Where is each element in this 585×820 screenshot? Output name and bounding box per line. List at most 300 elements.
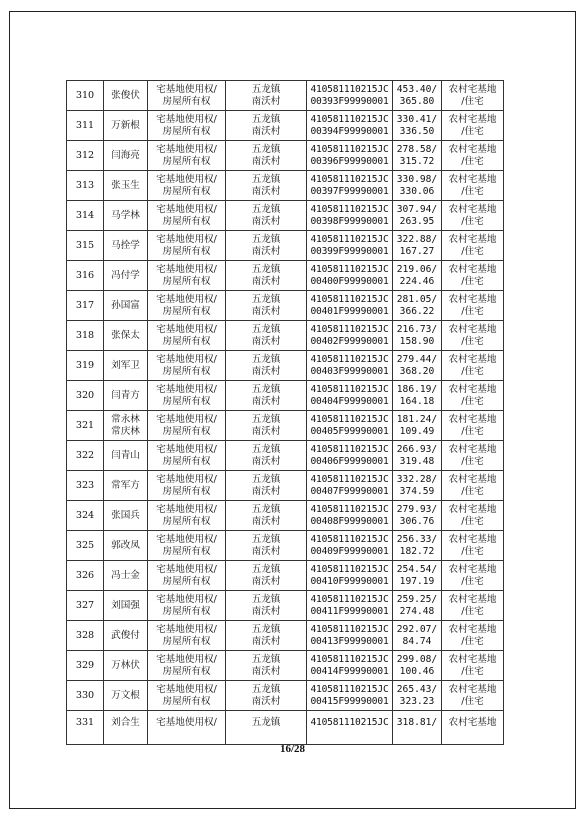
area-line: 306.76 bbox=[399, 515, 435, 527]
right-type-cell bbox=[148, 231, 226, 261]
land-use-line: 农村宅基地 bbox=[448, 653, 497, 665]
area-cell bbox=[393, 681, 442, 711]
area-cell bbox=[393, 381, 442, 411]
unit-code-line: 410581110215JC bbox=[310, 563, 389, 575]
area-cell bbox=[393, 291, 442, 321]
unit-code-line: 00394F99990001 bbox=[310, 125, 389, 137]
right-type-cell bbox=[148, 561, 226, 591]
right-type-line: 宅基地使用权/ bbox=[156, 503, 217, 515]
right-type-line: 宅基地使用权/ bbox=[156, 717, 217, 728]
record-number-cell: 325 bbox=[67, 531, 104, 561]
unit-code-line: 00409F99990001 bbox=[310, 545, 389, 557]
table-row bbox=[67, 141, 504, 171]
area-cell bbox=[393, 411, 442, 441]
right-type-line: 宅基地使用权/ bbox=[156, 323, 217, 335]
record-number-cell: 321 bbox=[67, 411, 104, 441]
table-row bbox=[67, 321, 504, 351]
owner-name-cell bbox=[104, 141, 148, 171]
unit-code-cell bbox=[307, 111, 393, 141]
page-number bbox=[0, 743, 585, 755]
area-line: 265.43/ bbox=[396, 683, 438, 695]
area-line: 259.25/ bbox=[396, 593, 438, 605]
unit-code-cell bbox=[307, 201, 393, 231]
land-use-line: 农村宅基地 bbox=[448, 113, 497, 125]
owner-name-cell bbox=[104, 561, 148, 591]
right-type-cell bbox=[148, 531, 226, 561]
land-use-line: 农村宅基地 bbox=[448, 173, 497, 185]
record-number-cell: 310 bbox=[67, 81, 104, 111]
area-cell bbox=[393, 711, 442, 745]
right-type-line: 房屋所有权 bbox=[162, 215, 211, 227]
area-line: 216.73/ bbox=[396, 323, 438, 335]
location-line: 五龙镇 bbox=[251, 293, 281, 305]
area-cell bbox=[393, 261, 442, 291]
page-total: 28 bbox=[294, 743, 306, 755]
land-use-cell bbox=[442, 591, 504, 621]
unit-code-line: 00396F99990001 bbox=[310, 155, 389, 167]
right-type-line: 宅基地使用权/ bbox=[156, 203, 217, 215]
area-line: 182.72 bbox=[399, 545, 435, 557]
unit-code-cell bbox=[307, 441, 393, 471]
land-use-cell bbox=[442, 651, 504, 681]
land-use-cell bbox=[442, 381, 504, 411]
right-type-line: 房屋所有权 bbox=[162, 545, 211, 557]
area-cell bbox=[393, 351, 442, 381]
location-line: 南沃村 bbox=[251, 605, 281, 617]
owner-name-cell bbox=[104, 351, 148, 381]
location-line: 五龙镇 bbox=[251, 593, 281, 605]
unit-code-cell bbox=[307, 531, 393, 561]
record-number-cell: 312 bbox=[67, 141, 104, 171]
unit-code-line: 00405F99990001 bbox=[310, 425, 389, 437]
location-line: 五龙镇 bbox=[251, 443, 281, 455]
table-body bbox=[67, 81, 504, 745]
unit-code-line: 00403F99990001 bbox=[310, 365, 389, 377]
land-use-cell bbox=[442, 111, 504, 141]
land-use-line: 农村宅基地 bbox=[448, 473, 497, 485]
location-line: 南沃村 bbox=[251, 425, 281, 437]
right-type-cell bbox=[148, 411, 226, 441]
record-number-cell: 323 bbox=[67, 471, 104, 501]
area-cell bbox=[393, 501, 442, 531]
land-use-cell bbox=[442, 321, 504, 351]
record-number-cell: 322 bbox=[67, 441, 104, 471]
right-type-line: 房屋所有权 bbox=[162, 335, 211, 347]
land-use-line: 农村宅基地 bbox=[448, 413, 497, 425]
owner-name-cell bbox=[104, 231, 148, 261]
location-line: 南沃村 bbox=[251, 365, 281, 377]
unit-code-line: 410581110215JC bbox=[310, 593, 389, 605]
right-type-line: 宅基地使用权/ bbox=[156, 353, 217, 365]
land-use-cell bbox=[442, 261, 504, 291]
unit-code-cell bbox=[307, 81, 393, 111]
right-type-cell bbox=[148, 471, 226, 501]
land-use-line: 农村宅基地 bbox=[448, 143, 497, 155]
area-line: 330.06 bbox=[399, 185, 435, 197]
page-current: 16 bbox=[279, 743, 291, 755]
right-type-line: 房屋所有权 bbox=[162, 275, 211, 287]
location-cell bbox=[226, 531, 307, 561]
land-use-line: /住宅 bbox=[461, 395, 484, 407]
land-use-line: 农村宅基地 bbox=[448, 503, 497, 515]
location-line: 五龙镇 bbox=[251, 653, 281, 665]
owner-name-line: 冯付学 bbox=[111, 269, 140, 281]
location-cell bbox=[226, 381, 307, 411]
land-use-line: /住宅 bbox=[461, 695, 484, 707]
area-line: 109.49 bbox=[399, 425, 435, 437]
table-row bbox=[67, 501, 504, 531]
area-line: 224.46 bbox=[399, 275, 435, 287]
unit-code-line: 00402F99990001 bbox=[310, 335, 389, 347]
right-type-line: 宅基地使用权/ bbox=[156, 143, 217, 155]
area-line: 319.48 bbox=[399, 455, 435, 467]
area-line: 256.33/ bbox=[396, 533, 438, 545]
area-line: 100.46 bbox=[399, 665, 435, 677]
area-line: 315.72 bbox=[399, 155, 435, 167]
right-type-line: 房屋所有权 bbox=[162, 305, 211, 317]
right-type-cell bbox=[148, 351, 226, 381]
area-cell bbox=[393, 561, 442, 591]
area-line: 374.59 bbox=[399, 485, 435, 497]
land-use-line: 农村宅基地 bbox=[448, 353, 497, 365]
right-type-line: 宅基地使用权/ bbox=[156, 563, 217, 575]
unit-code-line: 00414F99990001 bbox=[310, 665, 389, 677]
land-use-line: /住宅 bbox=[461, 215, 484, 227]
land-use-line: /住宅 bbox=[461, 665, 484, 677]
table-row bbox=[67, 351, 504, 381]
land-use-cell bbox=[442, 171, 504, 201]
record-number-cell: 331 bbox=[67, 711, 104, 745]
land-use-cell bbox=[442, 411, 504, 441]
table-row bbox=[67, 621, 504, 651]
record-number-cell: 317 bbox=[67, 291, 104, 321]
right-type-line: 房屋所有权 bbox=[162, 515, 211, 527]
land-use-cell bbox=[442, 231, 504, 261]
location-line: 五龙镇 bbox=[251, 473, 281, 485]
area-cell bbox=[393, 621, 442, 651]
right-type-line: 房屋所有权 bbox=[162, 485, 211, 497]
location-line: 南沃村 bbox=[251, 635, 281, 647]
owner-name-line: 刘军卫 bbox=[111, 359, 140, 371]
unit-code-cell bbox=[307, 561, 393, 591]
owner-name-cell bbox=[104, 261, 148, 291]
land-use-line: /住宅 bbox=[461, 275, 484, 287]
right-type-line: 房屋所有权 bbox=[162, 395, 211, 407]
registration-table bbox=[66, 80, 504, 745]
owner-name-line: 万林伏 bbox=[111, 659, 140, 671]
table-row bbox=[67, 441, 504, 471]
right-type-line: 宅基地使用权/ bbox=[156, 233, 217, 245]
unit-code-line: 410581110215JC bbox=[310, 717, 389, 728]
area-cell bbox=[393, 231, 442, 261]
area-line: 254.54/ bbox=[396, 563, 438, 575]
unit-code-cell bbox=[307, 141, 393, 171]
land-use-line: 农村宅基地 bbox=[448, 263, 497, 275]
land-use-line: /住宅 bbox=[461, 425, 484, 437]
right-type-cell bbox=[148, 321, 226, 351]
area-line: 292.07/ bbox=[396, 623, 438, 635]
area-cell bbox=[393, 471, 442, 501]
owner-name-cell bbox=[104, 471, 148, 501]
record-number-cell: 320 bbox=[67, 381, 104, 411]
right-type-cell bbox=[148, 651, 226, 681]
area-line: 366.22 bbox=[399, 305, 435, 317]
record-number-cell: 329 bbox=[67, 651, 104, 681]
unit-code-line: 410581110215JC bbox=[310, 623, 389, 635]
right-type-cell bbox=[148, 441, 226, 471]
owner-name-cell bbox=[104, 501, 148, 531]
location-line: 南沃村 bbox=[251, 185, 281, 197]
unit-code-line: 410581110215JC bbox=[310, 413, 389, 425]
location-line: 五龙镇 bbox=[251, 113, 281, 125]
location-line: 五龙镇 bbox=[251, 203, 281, 215]
location-line: 五龙镇 bbox=[251, 503, 281, 515]
owner-name-line: 闫青山 bbox=[111, 449, 140, 461]
land-use-line: 农村宅基地 bbox=[448, 533, 497, 545]
land-use-line: /住宅 bbox=[461, 155, 484, 167]
land-use-cell bbox=[442, 471, 504, 501]
owner-name-line: 刘国强 bbox=[111, 599, 140, 611]
location-line: 五龙镇 bbox=[251, 683, 281, 695]
area-line: 330.98/ bbox=[396, 173, 438, 185]
location-cell bbox=[226, 561, 307, 591]
land-use-cell bbox=[442, 141, 504, 171]
land-use-cell bbox=[442, 711, 504, 745]
land-use-line: /住宅 bbox=[461, 635, 484, 647]
area-line: 197.19 bbox=[399, 575, 435, 587]
right-type-line: 宅基地使用权/ bbox=[156, 533, 217, 545]
owner-name-line: 闫青方 bbox=[111, 389, 140, 401]
area-line: 263.95 bbox=[399, 215, 435, 227]
owner-name-line: 常庆林 bbox=[111, 425, 140, 437]
area-line: 307.94/ bbox=[396, 203, 438, 215]
unit-code-line: 00397F99990001 bbox=[310, 185, 389, 197]
owner-name-line: 孙国富 bbox=[111, 299, 140, 311]
owner-name-line: 张国兵 bbox=[111, 509, 140, 521]
right-type-line: 房屋所有权 bbox=[162, 125, 211, 137]
table-row bbox=[67, 261, 504, 291]
unit-code-line: 00393F99990001 bbox=[310, 95, 389, 107]
unit-code-line: 410581110215JC bbox=[310, 83, 389, 95]
record-number-cell: 318 bbox=[67, 321, 104, 351]
right-type-line: 房屋所有权 bbox=[162, 665, 211, 677]
owner-name-line: 刘合生 bbox=[111, 717, 140, 728]
area-line: 219.06/ bbox=[396, 263, 438, 275]
right-type-line: 房屋所有权 bbox=[162, 575, 211, 587]
location-cell bbox=[226, 441, 307, 471]
owner-name-cell bbox=[104, 621, 148, 651]
record-number-cell: 313 bbox=[67, 171, 104, 201]
right-type-cell bbox=[148, 261, 226, 291]
area-line: 332.28/ bbox=[396, 473, 438, 485]
owner-name-line: 张玉生 bbox=[111, 179, 140, 191]
unit-code-cell bbox=[307, 591, 393, 621]
location-line: 五龙镇 bbox=[251, 563, 281, 575]
unit-code-cell bbox=[307, 321, 393, 351]
area-line: 84.74 bbox=[402, 635, 432, 647]
location-line: 南沃村 bbox=[251, 125, 281, 137]
location-line: 五龙镇 bbox=[251, 717, 281, 728]
land-use-line: /住宅 bbox=[461, 125, 484, 137]
location-line: 五龙镇 bbox=[251, 173, 281, 185]
land-use-line: 农村宅基地 bbox=[448, 323, 497, 335]
right-type-line: 宅基地使用权/ bbox=[156, 473, 217, 485]
right-type-cell bbox=[148, 141, 226, 171]
table-row bbox=[67, 681, 504, 711]
owner-name-line: 武俊付 bbox=[111, 629, 140, 641]
owner-name-line: 冯士金 bbox=[111, 569, 140, 581]
right-type-line: 房屋所有权 bbox=[162, 155, 211, 167]
land-use-line: 农村宅基地 bbox=[448, 443, 497, 455]
owner-name-line: 郭改凤 bbox=[111, 539, 140, 551]
land-use-cell bbox=[442, 561, 504, 591]
land-use-line: /住宅 bbox=[461, 185, 484, 197]
unit-code-cell bbox=[307, 261, 393, 291]
owner-name-line: 张保太 bbox=[111, 329, 140, 341]
right-type-cell bbox=[148, 591, 226, 621]
location-cell bbox=[226, 501, 307, 531]
land-use-line: 农村宅基地 bbox=[448, 233, 497, 245]
right-type-cell bbox=[148, 291, 226, 321]
area-line: 323.23 bbox=[399, 695, 435, 707]
unit-code-line: 410581110215JC bbox=[310, 203, 389, 215]
owner-name-cell bbox=[104, 681, 148, 711]
land-use-line: /住宅 bbox=[461, 245, 484, 257]
land-use-line: 农村宅基地 bbox=[448, 293, 497, 305]
record-number-cell: 326 bbox=[67, 561, 104, 591]
location-line: 南沃村 bbox=[251, 335, 281, 347]
unit-code-line: 00408F99990001 bbox=[310, 515, 389, 527]
area-line: 274.48 bbox=[399, 605, 435, 617]
location-cell bbox=[226, 291, 307, 321]
land-use-line: /住宅 bbox=[461, 605, 484, 617]
record-number-cell: 327 bbox=[67, 591, 104, 621]
land-use-line: 农村宅基地 bbox=[448, 83, 497, 95]
area-line: 368.20 bbox=[399, 365, 435, 377]
unit-code-line: 00406F99990001 bbox=[310, 455, 389, 467]
unit-code-line: 410581110215JC bbox=[310, 173, 389, 185]
owner-name-line: 闫海亮 bbox=[111, 149, 140, 161]
land-use-cell bbox=[442, 681, 504, 711]
unit-code-line: 00399F99990001 bbox=[310, 245, 389, 257]
location-line: 五龙镇 bbox=[251, 143, 281, 155]
right-type-line: 宅基地使用权/ bbox=[156, 413, 217, 425]
right-type-cell bbox=[148, 711, 226, 745]
owner-name-cell bbox=[104, 81, 148, 111]
location-line: 南沃村 bbox=[251, 545, 281, 557]
unit-code-cell bbox=[307, 501, 393, 531]
location-cell bbox=[226, 111, 307, 141]
owner-name-cell bbox=[104, 651, 148, 681]
area-cell bbox=[393, 111, 442, 141]
location-cell bbox=[226, 201, 307, 231]
unit-code-line: 00415F99990001 bbox=[310, 695, 389, 707]
table-row bbox=[67, 531, 504, 561]
land-use-line: 农村宅基地 bbox=[448, 683, 497, 695]
location-line: 南沃村 bbox=[251, 305, 281, 317]
area-cell bbox=[393, 321, 442, 351]
unit-code-line: 410581110215JC bbox=[310, 233, 389, 245]
location-line: 南沃村 bbox=[251, 215, 281, 227]
location-line: 南沃村 bbox=[251, 455, 281, 467]
unit-code-line: 410581110215JC bbox=[310, 683, 389, 695]
right-type-cell bbox=[148, 381, 226, 411]
area-line: 186.19/ bbox=[396, 383, 438, 395]
land-use-line: /住宅 bbox=[461, 95, 484, 107]
area-line: 167.27 bbox=[399, 245, 435, 257]
area-line: 279.93/ bbox=[396, 503, 438, 515]
area-cell bbox=[393, 141, 442, 171]
location-cell bbox=[226, 261, 307, 291]
unit-code-cell bbox=[307, 291, 393, 321]
record-number-cell: 315 bbox=[67, 231, 104, 261]
land-use-line: 农村宅基地 bbox=[448, 717, 497, 728]
land-use-line: /住宅 bbox=[461, 455, 484, 467]
right-type-line: 宅基地使用权/ bbox=[156, 293, 217, 305]
table-row bbox=[67, 81, 504, 111]
location-line: 南沃村 bbox=[251, 485, 281, 497]
location-line: 五龙镇 bbox=[251, 353, 281, 365]
land-use-cell bbox=[442, 351, 504, 381]
unit-code-line: 00401F99990001 bbox=[310, 305, 389, 317]
right-type-line: 宅基地使用权/ bbox=[156, 83, 217, 95]
unit-code-line: 410581110215JC bbox=[310, 653, 389, 665]
unit-code-line: 410581110215JC bbox=[310, 293, 389, 305]
unit-code-cell bbox=[307, 471, 393, 501]
table-row bbox=[67, 561, 504, 591]
land-use-cell bbox=[442, 81, 504, 111]
owner-name-cell bbox=[104, 291, 148, 321]
unit-code-cell bbox=[307, 351, 393, 381]
unit-code-line: 410581110215JC bbox=[310, 383, 389, 395]
location-line: 南沃村 bbox=[251, 275, 281, 287]
land-use-cell bbox=[442, 501, 504, 531]
area-line: 266.93/ bbox=[396, 443, 438, 455]
owner-name-cell bbox=[104, 201, 148, 231]
table-row bbox=[67, 381, 504, 411]
right-type-line: 宅基地使用权/ bbox=[156, 173, 217, 185]
area-cell bbox=[393, 441, 442, 471]
record-number-cell: 324 bbox=[67, 501, 104, 531]
unit-code-line: 00400F99990001 bbox=[310, 275, 389, 287]
unit-code-line: 00398F99990001 bbox=[310, 215, 389, 227]
area-cell bbox=[393, 651, 442, 681]
table-row bbox=[67, 201, 504, 231]
unit-code-line: 00410F99990001 bbox=[310, 575, 389, 587]
unit-code-line: 410581110215JC bbox=[310, 263, 389, 275]
area-cell bbox=[393, 81, 442, 111]
unit-code-line: 410581110215JC bbox=[310, 113, 389, 125]
unit-code-line: 410581110215JC bbox=[310, 503, 389, 515]
area-cell bbox=[393, 201, 442, 231]
right-type-line: 宅基地使用权/ bbox=[156, 113, 217, 125]
owner-name-line: 马拴学 bbox=[111, 239, 140, 251]
land-use-cell bbox=[442, 441, 504, 471]
right-type-cell bbox=[148, 681, 226, 711]
right-type-line: 房屋所有权 bbox=[162, 365, 211, 377]
owner-name-line: 常永林 bbox=[111, 413, 140, 425]
owner-name-cell bbox=[104, 171, 148, 201]
unit-code-line: 410581110215JC bbox=[310, 533, 389, 545]
right-type-line: 房屋所有权 bbox=[162, 695, 211, 707]
area-cell bbox=[393, 171, 442, 201]
area-line: 322.88/ bbox=[396, 233, 438, 245]
owner-name-cell bbox=[104, 591, 148, 621]
unit-code-cell bbox=[307, 231, 393, 261]
unit-code-line: 00413F99990001 bbox=[310, 635, 389, 647]
location-line: 五龙镇 bbox=[251, 623, 281, 635]
table-row bbox=[67, 171, 504, 201]
